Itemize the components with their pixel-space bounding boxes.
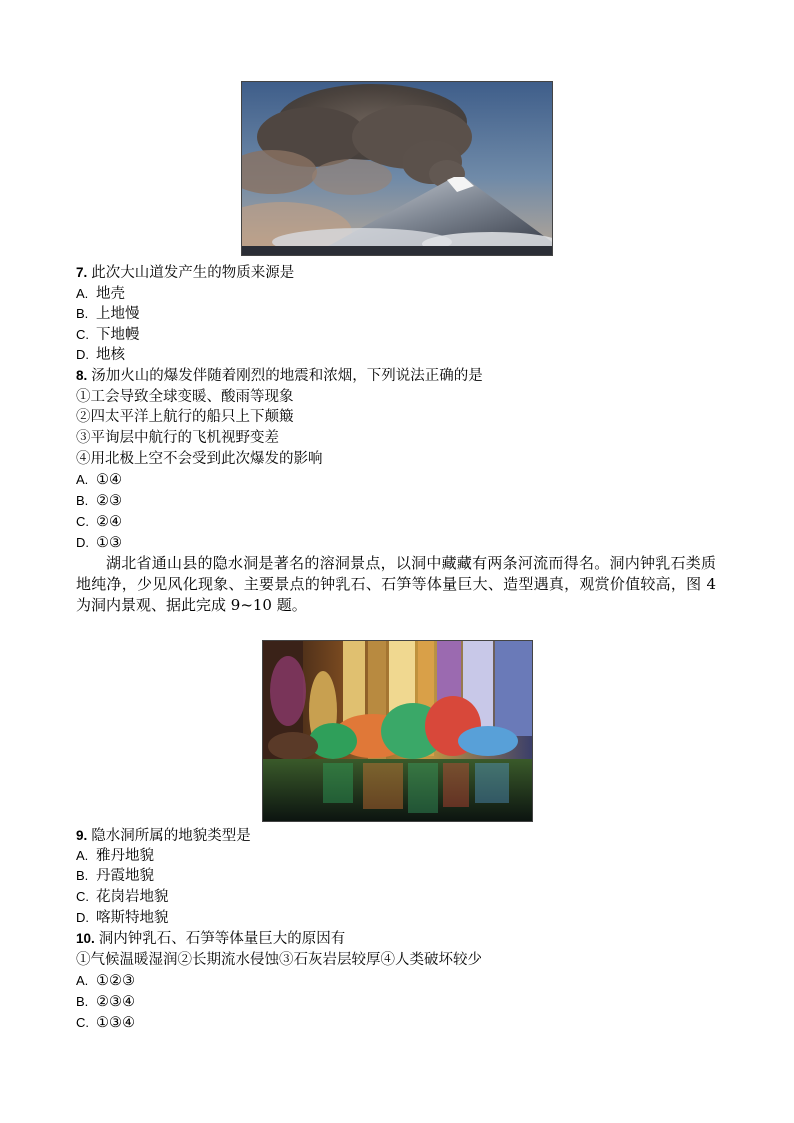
q8-statement-3: ③平询层中航行的飞机视野变差 [76,430,279,446]
volcano-illustration [242,82,552,255]
q9-option-b [76,866,154,887]
option-text: ②③ [96,493,122,509]
option-text: ②④ [96,514,122,530]
option-text: 上地慢 [96,306,140,322]
q10-stem-text: 洞内钟乳石、石笋等体量巨大的原因有 [98,931,346,947]
option-text: 花岗岩地貌 [96,889,169,905]
option-key: C. [76,327,89,342]
q9-option-c [76,887,169,908]
option-key: D. [76,347,89,362]
option-key: B. [76,306,89,321]
q9-option-a [76,846,154,867]
q8-option-c [76,512,122,533]
q8-option-d [76,533,122,554]
q7-number: 7. [76,265,88,280]
q7-stem-text: 此次大山道发产生的物质来源是 [91,265,295,281]
option-text: 地壳 [96,286,125,302]
option-key: A. [76,472,89,487]
option-text: ①②③ [96,973,135,989]
option-key: C. [76,889,89,904]
q9-stem [76,826,251,847]
option-text: 下地幔 [96,327,140,343]
q7-stem [76,263,294,284]
q10-number: 10. [76,931,95,946]
option-key: B. [76,493,89,508]
option-text: 地核 [96,347,125,363]
q8-option-a [76,470,122,491]
option-key: A. [76,848,89,863]
q9-number: 9. [76,828,88,843]
option-text: ②③④ [96,994,135,1010]
cave-illustration [263,641,532,821]
q8-option-b [76,491,122,512]
q10-statements: ①气候温暖湿润②长期流水侵蚀③石灰岩层较厚④人类破坏较少 [76,952,482,968]
q7-option-a [76,284,125,305]
q8-stem [76,366,483,387]
option-text: ①③④ [96,1015,135,1031]
q8-statement-1: ①工会导致全球变暖、酸雨等现象 [76,389,294,405]
option-key: A. [76,286,89,301]
q8-stem-text: 汤加火山的爆发伴随着刚烈的地震和浓烟，下列说法正确的是 [91,368,483,384]
karst-cave-photo [262,640,533,822]
q9-option-d [76,908,169,929]
q7-option-c [76,325,140,346]
option-text: ①③ [96,535,122,551]
passage-paragraph: 湖北省通山县的隐水洞是著名的溶洞景点，以洞中藏藏有两条河流而得名。洞内钟乳石类质地纯净，少见风化现象、主要景点的钟乳石、石笋等体量巨大、造型遇真，观赏价值较高，图 4 为洞内景观、据此完成 9~10 题。 [76,554,716,614]
q10-option-c [76,1013,135,1034]
q10-option-b [76,992,135,1013]
q7-option-b [76,304,140,325]
option-text: 丹霞地貌 [96,868,154,884]
q8-statement-2: ②四太平洋上航行的船只上下颠簸 [76,409,294,425]
option-key: D. [76,535,89,550]
q7-option-d [76,345,125,366]
option-text: ①④ [96,472,122,488]
q8-statement-4: ④用北极上空不会受到此次爆发的影响 [76,451,323,467]
option-key: B. [76,868,89,883]
option-text: 喀斯特地貌 [96,910,169,926]
option-key: C. [76,1015,89,1030]
q10-stem [76,929,345,950]
volcano-eruption-photo [241,81,553,256]
q8-number: 8. [76,368,88,383]
q9-stem-text: 隐水洞所属的地貌类型是 [91,828,251,844]
option-key: B. [76,994,89,1009]
option-key: C. [76,514,89,529]
option-key: A. [76,973,89,988]
option-text: 雅丹地貌 [96,848,154,864]
q10-option-a [76,971,135,992]
option-key: D. [76,910,89,925]
